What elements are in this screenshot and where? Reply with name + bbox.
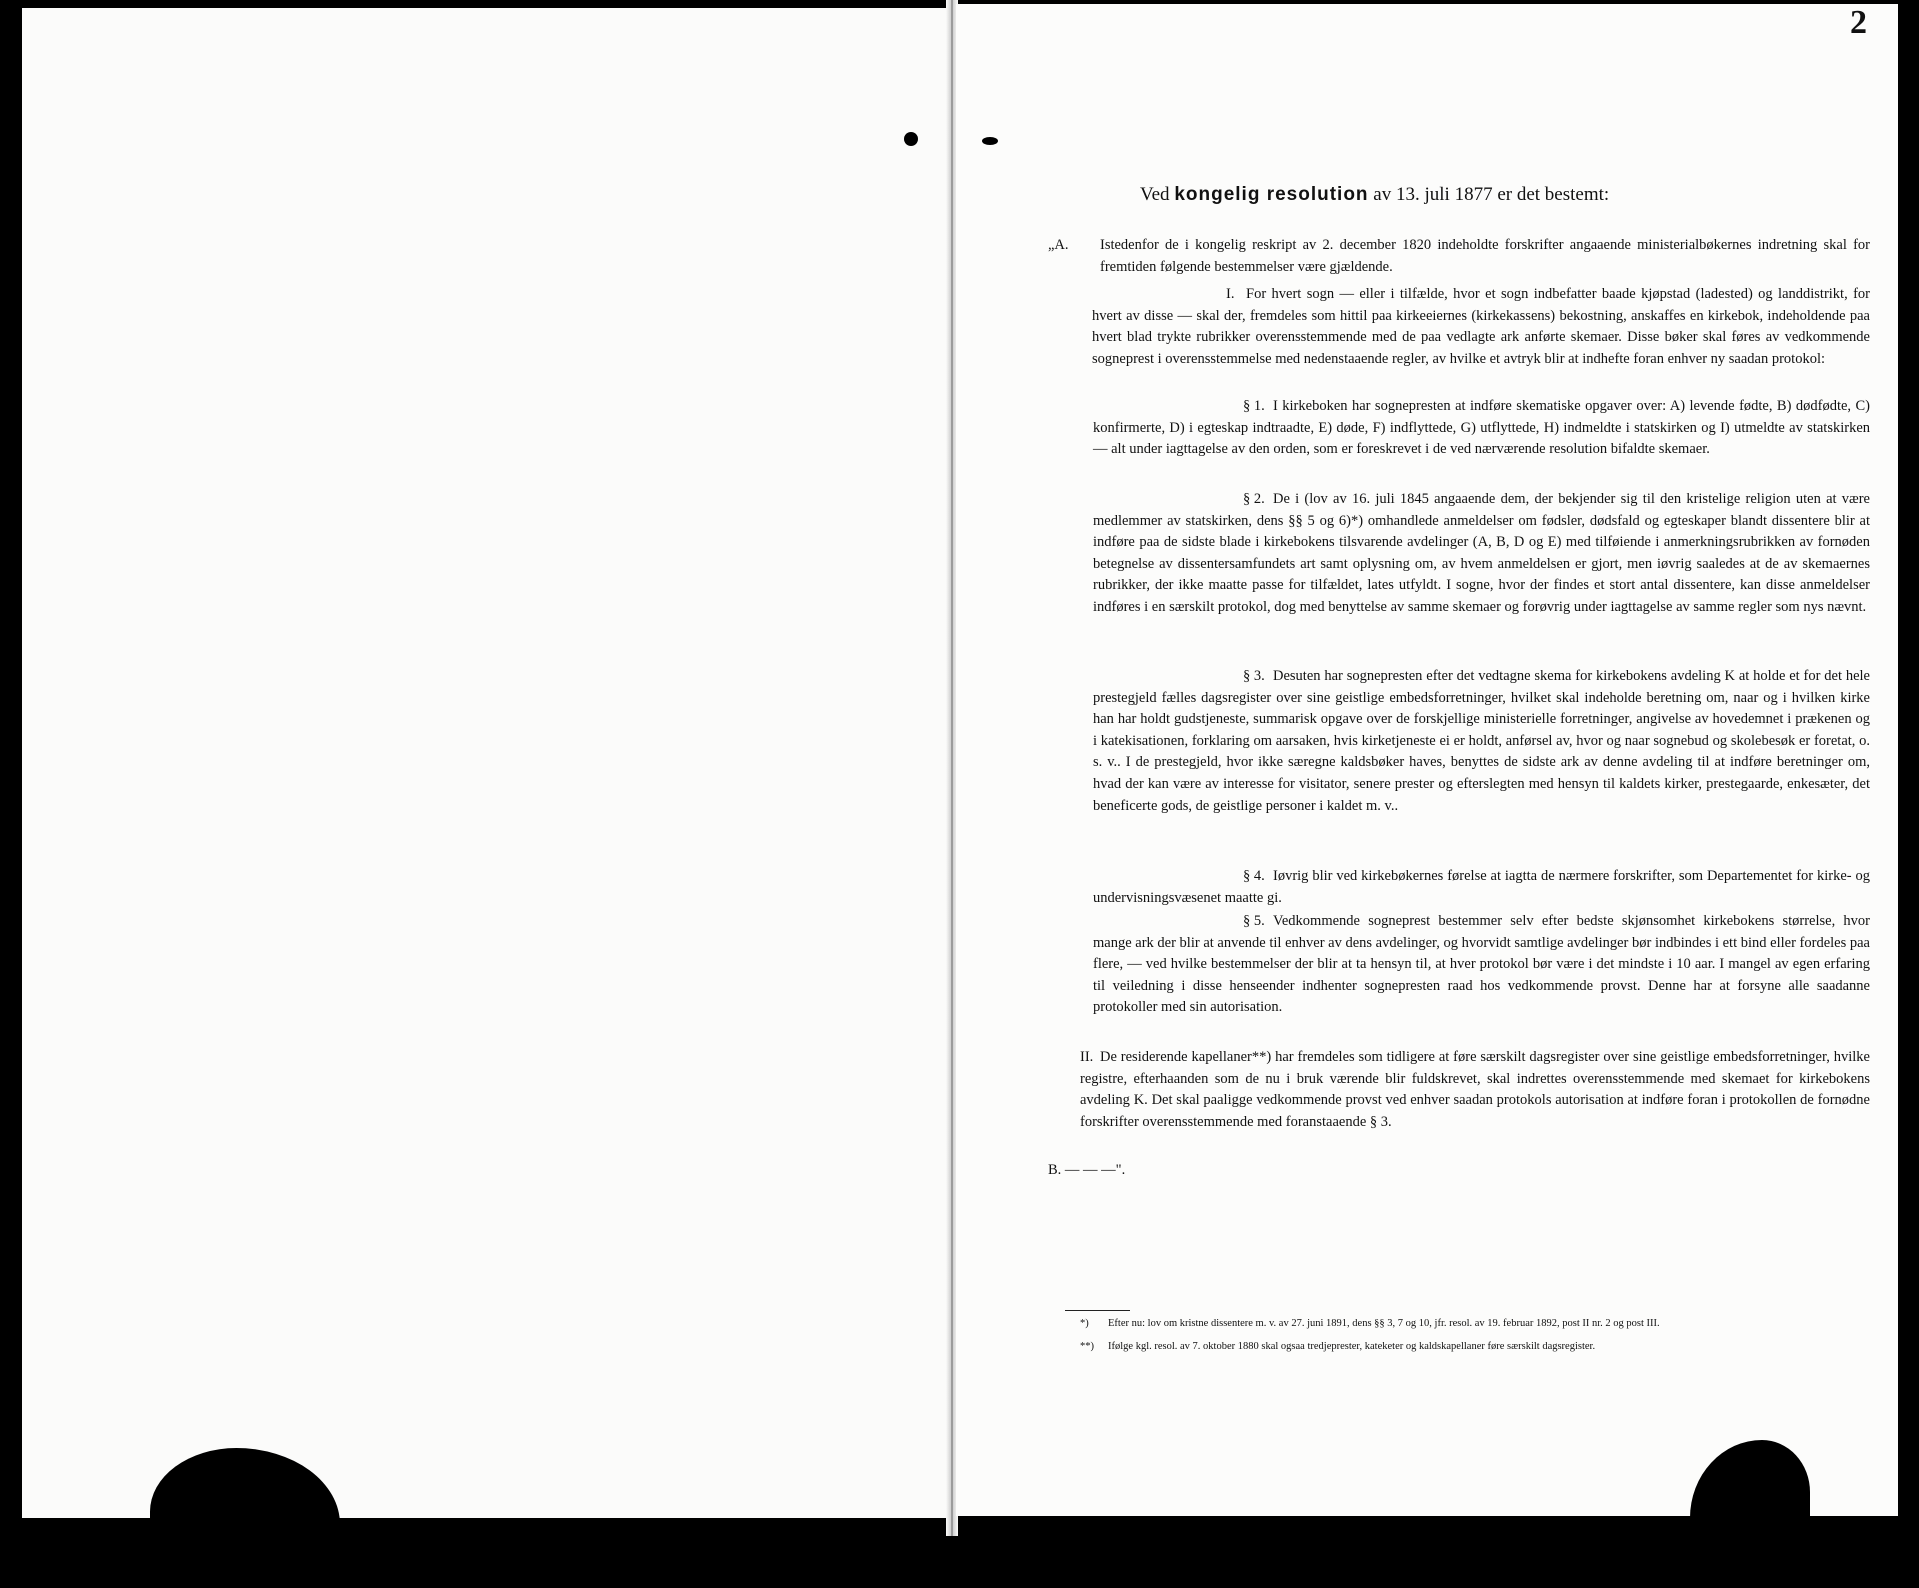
resolution-heading [1140, 180, 1700, 210]
footnote-mark: *) [1080, 1318, 1089, 1329]
footnote-text: Ifølge kgl. resol. av 7. oktober 1880 skal ogsaa tredjeprester, kateketer og kaldskapellaner føre særskilt dagsregister. [1108, 1341, 1596, 1352]
section-text: Istedenfor de i kongelig reskript av 2. december 1820 indeholdte forskrifter angaaende ministerialbøkernes indretning skal for fremtiden følgende bestemmelser være gjældende. [1100, 237, 1870, 275]
paragraph-text: De i (lov av 16. juli 1845 angaaende dem, der bekjender sig til den kristelige religion uten at være medlemmer av statskirken, dens §§ 5 og 6)*) omhandlede anmeldelser om fødsler, dødsfald og egteskaper blandt dissentere blir at indføre paa de sidste blade i kirkebokens tilsvarende avdelinger (A, B, D og E) med tilføiende i anmerkningsrubrikken av fornøden betegnelse av dissentersamfundets art samt oplysning om, av hvem anmeldelsen er gjort, men iøvrig saaledes at de av skemaernes rubrikker, der ikke maatte passe for tilfældet, lates utfyldt. I sogne, hvor der findes et stort antal dissentere, kan disse anmeldelser indføres i en særskilt protokol, dog med benyttelse av samme skemaer og forøvrig under iagttagelse av samme regler som nys nævnt. [1093, 491, 1870, 615]
section-text: For hvert sogn — eller i tilfælde, hvor et sogn indbefatter baade kjøpstad (ladested) og landdistrikt, for hvert av disse — skal der, fremdeles som hittil paa kirkeeiernes (kirkekassens) bekostning, anskaffes en kirkebok, indeholdende paa hvert blad trykte rubrikker overensstemmende med de paa vedlagte ark anførte skemaer. Disse bøker skal føres av vedkommende sogneprest i overensstemmelse med nedenstaaende regler, av hvilke et avtryk blir at indhefte foran enhver ny saadan protokol: [1092, 286, 1870, 367]
paragraph-label: § 5. [1243, 913, 1265, 929]
paragraph-2 [1093, 489, 1870, 619]
heading-emphasis: kongelig resolution [1174, 184, 1369, 205]
ink-blot [904, 132, 918, 146]
section-label: I. [1226, 286, 1235, 302]
footnote-mark: **) [1080, 1341, 1094, 1352]
paragraph-text: I kirkeboken har sognepresten at indføre skematiske opgaver over: A) levende fødte, B) dødfødte, C) konfirmerte, D) i egteskap indtraadte, E) døde, F) indflyttede, G) utflyttede, H) indmeldte i statskirken og I) utmeldte av statskirken — alt under iagttagelse av den orden, som er foreskrevet i de ved nærværende resolution bifaldte skemaer. [1093, 398, 1870, 458]
section-i [1092, 284, 1870, 370]
paragraph-label: § 2. [1243, 491, 1265, 507]
paragraph-label: § 3. [1243, 668, 1265, 684]
footnote [1080, 1318, 1874, 1329]
paragraph-4 [1093, 866, 1870, 909]
section-a [1048, 235, 1870, 278]
paragraph-text: Iøvrig blir ved kirkebøkernes førelse at iagtta de nærmere forskrifter, som Departementet for kirke- og undervisningsvæsenet maatte gi. [1093, 868, 1870, 906]
section-label: „A. [1048, 237, 1069, 253]
ink-blot [982, 137, 998, 145]
heading-lead: Ved [1140, 184, 1175, 205]
paragraph-text: Vedkommende sogneprest bestemmer selv efter bedste skjønsomhet kirkebokens størrelse, hvor mange ark der blir at anvende til enhver av dens avdelinger, og hvorvidt samtlige avdelinger bør indbindes i ett bind eller fordeles paa flere, — ved hvilke bestemmelser der blir at ta hensyn til, at hver protokol bør være i det mindste i 10 aar. I mangel av egen erfaring til veiledning i disse henseender indhenter sognepresten raad hos vedkommende provst. Denne har at forsyne alle saadanne protokoller med sin autorisation. [1093, 913, 1870, 1016]
heading-tail: av 13. juli 1877 er det bestemt: [1368, 184, 1610, 205]
paragraph-1 [1093, 396, 1870, 461]
paragraph-label: § 1. [1243, 398, 1265, 414]
paragraph-text: Desuten har sognepresten efter det vedtagne skema for kirkebokens avdeling K at holde et for det hele prestegjeld fælles dagsregister over sine geistlige embedsforretninger, hvilket skal indeholde beretning om, naar og i hvilken kirke han har holdt gudstjeneste, summarisk opgave over de forskjellige ministerielle forretninger, angivelse av hovedemnet i prækenen og i katekisationen, forklaring om aarsaken, hvis kirketjeneste ei er holdt, anførsel av, hvor og naar sognebud og skolebesøk er foretat, o. s. v.. I de prestegjeld, hvor ikke særegne kaldsbøker haves, benyttes de sidste ark av denne avdeling til at indføre beretninger om, hvad der kan være av interesse for visitator, senere prester og efterslegten med hensyn til kaldets kirker, prestegaarde, enkesæter, det beneficerte gods, de geistlige personer i kaldet m. v.. [1093, 668, 1870, 814]
left-page-blank [22, 8, 948, 1518]
section-b [1048, 1160, 1348, 1182]
section-text: B. — — —". [1048, 1162, 1126, 1178]
page-number: 2 [1850, 4, 1867, 41]
paragraph-label: § 4. [1243, 868, 1265, 884]
section-text: De residerende kapellaner**) har fremdeles som tidligere at føre særskilt dagsregister over sine geistlige embedsforretninger, hvilke registre, efterhaanden som de nu i bruk værende blir fuldskrevet, skal indrettes overensstemmende med skemaet for kirkebokens avdeling K. Det skal paaligge vedkommende provst ved enhver saadan protokols autorisation at indføre foran i protokollen de fornødne forskrifter overensstemmende med foranstaaende § 3. [1080, 1049, 1870, 1130]
paragraph-5 [1093, 911, 1870, 1019]
footnote [1080, 1341, 1874, 1352]
section-label: II. [1080, 1049, 1094, 1065]
section-ii [1080, 1047, 1870, 1133]
footnote-text: Efter nu: lov om kristne dissentere m. v. av 27. juni 1891, dens §§ 3, 7 og 10, jfr. resol. av 19. februar 1892, post II nr. 2 og post III. [1108, 1318, 1660, 1329]
footnote-divider [1065, 1310, 1130, 1311]
paragraph-3 [1093, 666, 1870, 817]
